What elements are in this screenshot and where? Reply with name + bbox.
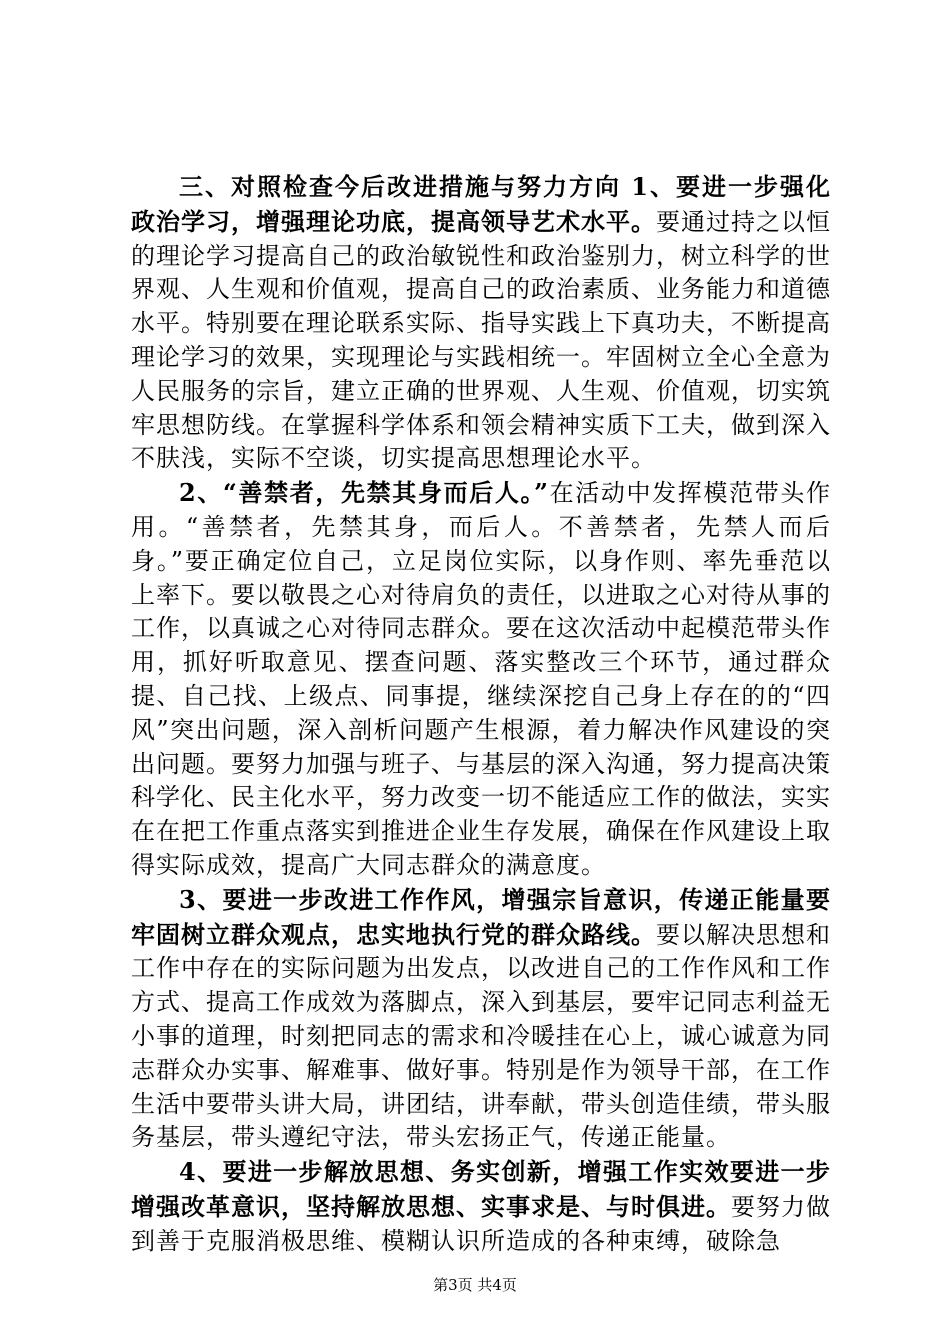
paragraph-1-heading: 三、对照检查今后改进措施与努力方向 1、要进一步强化政治学习，增强理论功底，提高领导艺术水平。 — [131, 172, 831, 236]
page-footer: 第3页 共4页 — [433, 1276, 517, 1294]
paragraph-3-heading: 3、要进一步改进工作作风，增强宗旨意识，传递正能量要牢固树立群众观点，忠实地执行党的群众路线。 — [131, 884, 831, 949]
paragraph-2 — [131, 476, 831, 883]
paragraph-3-text: 要以解决思想和工作中存在的实际问题为出发点，以改进自己的工作作风和工作方式、提高工作成效为落脚点，深入到基层，要牢记同志利益无小事的道理，时刻把同志的需求和冷暖挂在心上，诚心诚意为同志群众办实事、解难事、做好事。特别是作为领导干部，在工作生活中要带头讲大局，讲团结，讲奉献，带头创造佳绩，带头服务基层，带头遵纪守法，带头宏扬正气，传递正能量。 — [131, 920, 831, 1152]
paragraph-1 — [131, 170, 831, 476]
paragraph-1-text: 要通过持之以恒的理论学习提高自己的政治敏锐性和政治鉴别力，树立科学的世界观、人生观和价值观，提高自己的政治素质、业务能力和道德水平。特别要在理论联系实际、指导实践上下真功夫，不断提高理论学习的效果，实现理论与实践相统一。牢固树立全心全意为人民服务的宗旨，建立正确的世界观、人生观、价值观，切实筑牢思想防线。在掌握科学体系和领会精神实质下工夫，做到深入不肤浅，实际不空谈，切实提高思想理论水平。 — [131, 207, 831, 473]
paragraph-4-text: 要努力做到善于克服消极思维、模糊认识所造成的各种束缚，破除急 — [131, 1192, 831, 1255]
paragraph-2-text: 在活动中发挥模范带头作用。“善禁者，先禁其身，而后人。不善禁者，先禁人而后身。”要正确定位自己，立足岗位实际，以身作则、率先垂范以上率下。要以敬畏之心对待肩负的责任，以进取之心对待从事的工作，以真诚之心对待同志群众。要在这次活动中起模范带头作用，抓好听取意见、摆查问题、落实整改三个环节，通过群众提、自己找、上级点、同事提，继续深挖自己身上存在的的“四风”突出问题，深入剖析问题产生根源，着力解决作风建设的突出问题。要努力加强与班子、与基层的深入沟通，努力提高决策科学化、民主化水平，努力改变一切不能适应工作的做法，实实在在把工作重点落实到推进企业生存发展，确保在作风建设上取得实际成效，提高广大同志群众的满意度。 — [131, 479, 831, 879]
paragraph-4 — [131, 1155, 831, 1258]
paragraph-4-heading: 4、要进一步解放思想、务实创新，增强工作实效要进一步增强改革意识，坚持解放思想、实事求是、与时俱进。 — [131, 1157, 831, 1221]
paragraph-3 — [131, 883, 831, 1155]
paragraph-2-heading: 2、“善禁者，先禁其身而后人。” — [179, 478, 549, 508]
document-body — [131, 170, 831, 1259]
